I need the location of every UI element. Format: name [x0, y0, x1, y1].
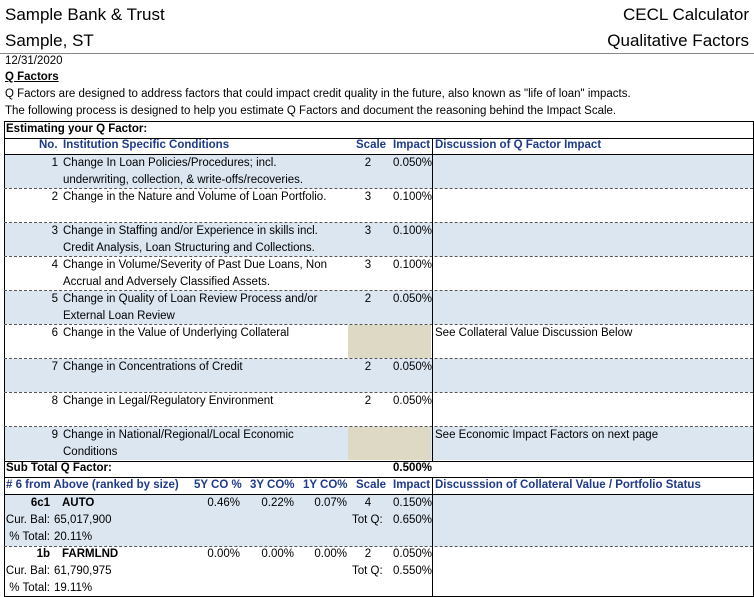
row-number: 9 [51, 429, 58, 441]
condition-line-2: Accrual and Adversely Classified Assets. [63, 276, 271, 288]
row-scale: 3 [364, 259, 372, 271]
collateral-name: AUTO [62, 497, 95, 509]
condition-line-1: Change In Loan Policies/Procedures; incl. [63, 157, 277, 169]
collateral-totq-label: Tot Q: [352, 565, 383, 577]
row-impact: 0.050% [392, 361, 432, 373]
collateral-3y-co: 0.22% [261, 497, 294, 509]
condition-line-1: Change in the Value of Underlying Collateral [63, 327, 290, 339]
row-impact: 0.100% [392, 191, 432, 203]
bank-name: Sample Bank & Trust [5, 5, 165, 24]
subtotal-label: Sub Total Q Factor: [6, 462, 112, 474]
collateral-code: 1b [36, 548, 50, 560]
row-scale: 2 [364, 395, 372, 407]
collateral-impact: 0.150% [392, 497, 432, 509]
report-date: 12/31/2020 [5, 55, 63, 67]
condition-line-2: External Loan Review [63, 310, 175, 322]
collateral-col-3y: 3Y CO% [250, 479, 295, 491]
collateral-totq-label: Tot Q: [352, 514, 383, 526]
section-title: Estimating your Q Factor: [6, 123, 148, 135]
collateral-discussion-divider [432, 478, 433, 596]
col-header-conditions: Institution Specific Conditions [63, 139, 230, 151]
collateral-1y-co: 0.00% [314, 548, 347, 560]
row-number: 5 [51, 293, 58, 305]
collateral-col-discussion: Discusssion of Collateral Value / Portfolio Status [435, 479, 701, 491]
collateral-balance: 65,017,900 [54, 514, 112, 526]
collateral-pct: 19.11% [54, 582, 93, 594]
collateral-pct-label: % Total: [9, 582, 50, 594]
collateral-5y-co: 0.46% [207, 497, 240, 509]
collateral-1y-co: 0.07% [314, 497, 347, 509]
collateral-col-5y: 5Y CO % [194, 479, 242, 491]
intro-line-2: The following process is designed to help you estimate Q Factors and document the reasoning behind the Impact Scale. [5, 105, 617, 117]
collateral-col-scale: Scale [356, 479, 387, 491]
collateral-scale: 4 [364, 497, 372, 509]
col-header-no: No. [39, 139, 58, 151]
collateral-5y-co: 0.00% [207, 548, 240, 560]
row-scale: 2 [364, 293, 372, 305]
condition-line-1: Change in Quality of Loan Review Process and/or [63, 293, 318, 305]
row-number: 2 [51, 191, 58, 203]
collateral-balance-label: Cur. Bal: [5, 565, 50, 577]
row-impact: 0.050% [392, 395, 432, 407]
row-number: 3 [51, 225, 58, 237]
collateral-pct: 20.11% [54, 531, 93, 543]
intro-line-1: Q Factors are designed to address factors that could impact credit quality in the future, also known as "life of loan" impacts. [5, 88, 631, 100]
collateral-totq: 0.650% [392, 514, 432, 526]
collateral-pct-label: % Total: [9, 531, 50, 543]
collateral-col-1y: 1Y CO% [303, 479, 348, 491]
condition-line-2: underwriting, collection, & write-offs/recoveries. [63, 174, 304, 186]
collateral-impact: 0.050% [392, 548, 432, 560]
collateral-col-impact: Impact [393, 479, 431, 491]
row-impact: 0.100% [392, 225, 432, 237]
row-impact: 0.050% [392, 157, 432, 169]
header-divider [0, 53, 754, 54]
condition-line-2: Conditions [63, 446, 118, 458]
condition-line-1: Change in Staffing and/or Experience in skills incl. [63, 225, 318, 237]
condition-line-1: Change in National/Regional/Local Economic [63, 429, 294, 441]
row-number: 6 [51, 327, 58, 339]
collateral-3y-co: 0.00% [261, 548, 294, 560]
collateral-name: FARMLND [62, 548, 119, 560]
bank-location: Sample, ST [5, 31, 94, 50]
subtotal-value: 0.500% [392, 462, 432, 474]
q-factor-table [4, 121, 753, 596]
row-number: 8 [51, 395, 58, 407]
row-scale: 2 [364, 361, 372, 373]
col-header-impact: Impact [393, 139, 431, 151]
collateral-scale: 2 [364, 548, 372, 560]
condition-line-1: Change in Concentrations of Credit [63, 361, 243, 373]
collateral-col-title: # 6 from Above (ranked by size) [6, 479, 179, 491]
row-discussion: See Economic Impact Factors on next page [435, 429, 659, 441]
page-subtitle: Qualitative Factors [607, 31, 749, 50]
row-number: 4 [51, 259, 58, 271]
row-scale: 3 [364, 191, 372, 203]
collateral-totq: 0.550% [392, 565, 432, 577]
collateral-balance: 61,790,975 [54, 565, 112, 577]
app-title: CECL Calculator [623, 5, 749, 24]
condition-line-1: Change in the Nature and Volume of Loan Portfolio. [63, 191, 327, 203]
col-header-discussion: Discussion of Q Factor Impact [435, 139, 602, 151]
row-impact: 0.050% [392, 293, 432, 305]
discussion-divider [432, 138, 433, 461]
row-scale: 2 [364, 157, 372, 169]
collateral-code: 6c1 [30, 497, 50, 509]
condition-line-1: Change in Legal/Regulatory Environment [63, 395, 274, 407]
row-number: 7 [51, 361, 58, 373]
row-number: 1 [51, 157, 58, 169]
row-discussion: See Collateral Value Discussion Below [435, 327, 633, 339]
condition-line-1: Change in Volume/Severity of Past Due Loans, Non [63, 259, 328, 271]
row-scale: 3 [364, 225, 372, 237]
condition-line-2: Credit Analysis, Loan Structuring and Collections. [63, 242, 315, 254]
row-impact: 0.100% [392, 259, 432, 271]
collateral-balance-label: Cur. Bal: [5, 514, 50, 526]
q-factors-heading: Q Factors [5, 71, 59, 83]
col-header-scale: Scale [356, 139, 387, 151]
